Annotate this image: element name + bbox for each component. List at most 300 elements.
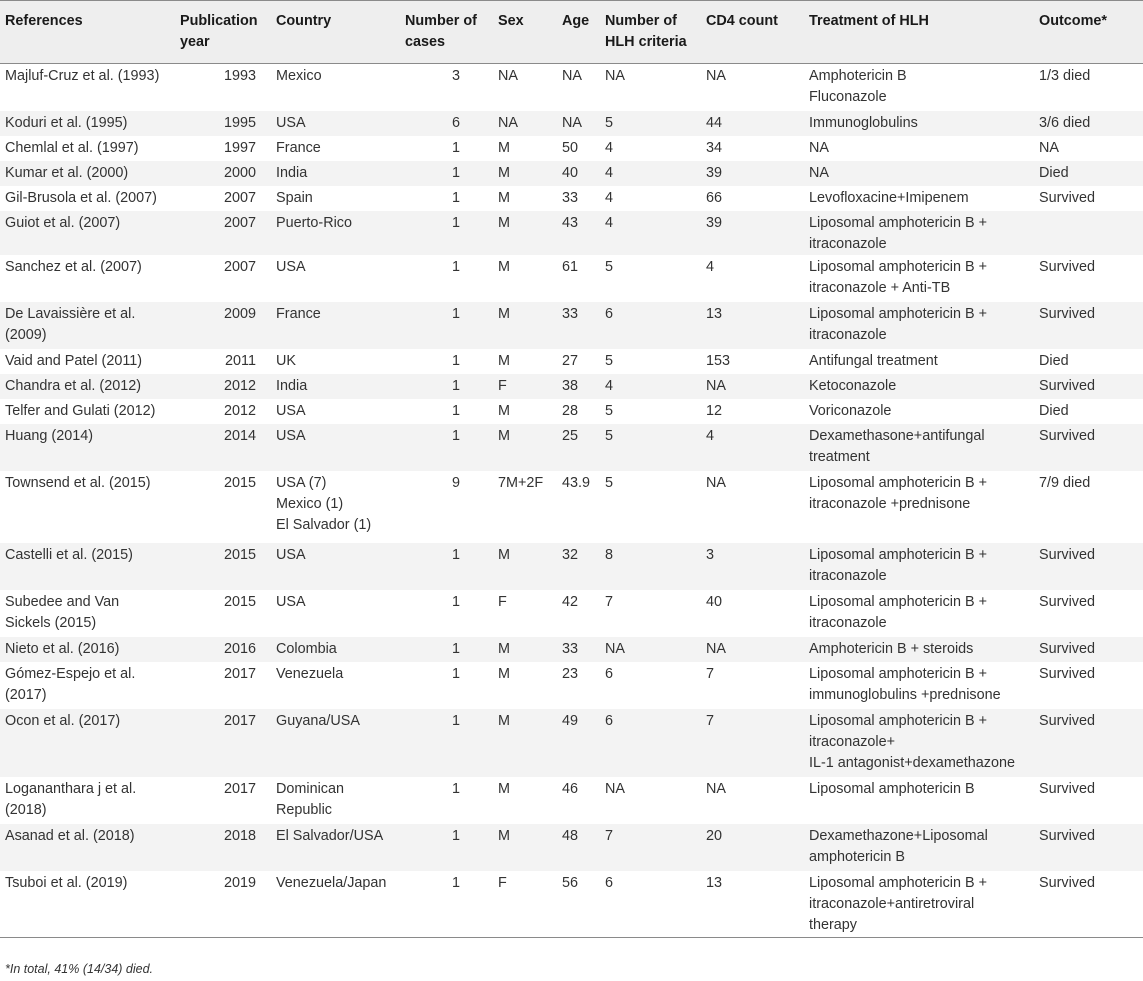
table-row: [0, 302, 1143, 349]
cell-age: 49: [562, 712, 579, 729]
cell-cd4-count: 7: [706, 665, 715, 682]
cell-text-line: Gómez-Espejo et al.: [5, 665, 136, 682]
cell-age: 43: [562, 214, 579, 231]
cell-cd4-count: NA: [706, 780, 726, 797]
cell-cd4-count: 39: [706, 164, 723, 181]
cell-sex: M: [498, 427, 510, 444]
cell-number-of-hlh-criteria: 6: [605, 665, 614, 682]
cell-number-of-cases: 3: [451, 68, 460, 84]
header-text-line: cases: [405, 34, 446, 50]
cell-references: [0, 349, 180, 374]
cell-outcome: 7/9 died: [1039, 474, 1091, 491]
column-header-number-of-hlh-criteria: [605, 1, 706, 64]
header-text-line: Publication: [180, 13, 258, 29]
cell-text-line: Asanad et al. (2018): [5, 827, 135, 844]
cell-cd4-count: 13: [706, 305, 723, 322]
cell-references: [0, 211, 180, 255]
cell-country: [276, 471, 405, 543]
cell-text-line: USA (7): [276, 474, 327, 491]
cell-country: [276, 374, 405, 399]
cell-treatment-of-hlh: [809, 349, 1039, 374]
table-row: [0, 871, 1143, 938]
cell-cd4-count: 4: [706, 427, 715, 444]
cell-publication-year: 2015: [223, 593, 256, 610]
cell-cd4-count: NA: [706, 377, 726, 394]
header-text-line: Age: [562, 13, 590, 29]
cell-text-line: USA: [276, 546, 306, 563]
cell-number-of-hlh-criteria: 4: [605, 164, 614, 181]
cell-number-of-cases: 1: [451, 827, 460, 844]
table-row: [0, 186, 1143, 211]
table-row: [0, 255, 1143, 302]
cell-number-of-hlh-criteria: NA: [605, 640, 625, 657]
cell-text-line: Antifungal treatment: [809, 352, 938, 369]
cell-references: [0, 186, 180, 211]
cell-treatment-of-hlh: [809, 211, 1039, 255]
cell-references: [0, 543, 180, 590]
cell-treatment-of-hlh: [809, 161, 1039, 186]
cell-text-line: immunoglobulins +prednisone: [809, 686, 1001, 703]
cell-outcome: Survived: [1039, 827, 1095, 844]
cell-cd4-count: 13: [706, 874, 723, 891]
cell-text-line: itraconazole+: [809, 733, 895, 750]
cell-country: [276, 349, 405, 374]
cell-age: 48: [562, 827, 579, 844]
cell-age: NA: [562, 114, 582, 131]
cell-publication-year: 2015: [223, 546, 256, 563]
cell-number-of-cases: 1: [451, 189, 460, 206]
table-row: [0, 662, 1143, 709]
cell-publication-year: 2011: [225, 352, 256, 369]
cell-references: [0, 399, 180, 424]
cell-number-of-cases: 1: [451, 258, 460, 275]
cell-text-line: NA: [809, 164, 829, 181]
cell-text-line: Subedee and Van: [5, 593, 120, 610]
cell-country: [276, 399, 405, 424]
cell-text-line: Dominican: [276, 780, 344, 797]
cell-text-line: USA: [276, 427, 306, 444]
cell-treatment-of-hlh: [809, 777, 1039, 824]
cell-country: [276, 211, 405, 255]
cell-references: [0, 161, 180, 186]
cell-text-line: Liposomal amphotericin B +: [809, 474, 987, 491]
cell-references: [0, 111, 180, 136]
header-text-line: Outcome*: [1039, 13, 1107, 29]
cell-country: [276, 543, 405, 590]
cell-outcome: Survived: [1039, 305, 1095, 322]
cell-references: [0, 824, 180, 871]
cell-cd4-count: 39: [706, 214, 723, 231]
cell-number-of-hlh-criteria: NA: [605, 780, 625, 797]
table-row: [0, 543, 1143, 590]
cell-number-of-cases: 1: [451, 377, 460, 394]
column-header-age: [562, 1, 605, 64]
cell-number-of-cases: 1: [451, 665, 460, 682]
cell-publication-year: 1995: [223, 114, 256, 131]
table-row: [0, 471, 1143, 543]
cell-number-of-cases: 1: [451, 593, 460, 610]
cell-references: [0, 424, 180, 471]
cell-text-line: Sickels (2015): [5, 614, 97, 631]
cell-text-line: Chemlal et al. (1997): [5, 139, 139, 156]
cell-age: 43.9: [562, 474, 591, 491]
cell-text-line: Republic: [276, 801, 332, 818]
cell-sex: M: [498, 712, 510, 729]
cell-sex: M: [498, 139, 510, 156]
cell-text-line: Guiot et al. (2007): [5, 214, 121, 231]
cell-text-line: itraconazole+antiretroviral: [809, 895, 975, 912]
cell-number-of-cases: 6: [451, 114, 460, 131]
cell-text-line: Liposomal amphotericin B +: [809, 258, 987, 275]
cell-number-of-cases: 1: [451, 712, 460, 729]
cell-text-line: Townsend et al. (2015): [5, 474, 151, 491]
table-row: [0, 111, 1143, 136]
cell-text-line: (2018): [5, 801, 47, 818]
cell-publication-year: 2015: [223, 474, 256, 491]
cell-country: [276, 64, 405, 111]
cell-sex: M: [498, 214, 510, 231]
table-row: [0, 64, 1143, 111]
cell-cd4-count: 66: [706, 189, 723, 206]
cell-country: [276, 777, 405, 824]
cell-text-line: Castelli et al. (2015): [5, 546, 133, 563]
cell-text-line: itraconazole: [809, 235, 887, 252]
cell-text-line: (2017): [5, 686, 47, 703]
cell-age: 56: [562, 874, 579, 891]
cell-age: 33: [562, 305, 579, 322]
table-row: [0, 637, 1143, 662]
cell-country: [276, 637, 405, 662]
cell-text-line: Mexico: [276, 68, 322, 84]
cell-text-line: Colombia: [276, 640, 337, 657]
cell-publication-year: 2016: [223, 640, 256, 657]
cell-text-line: Liposomal amphotericin B +: [809, 593, 987, 610]
cell-age: 32: [562, 546, 579, 563]
cell-number-of-hlh-criteria: 4: [605, 189, 614, 206]
cell-publication-year: 2017: [223, 780, 256, 797]
cell-country: [276, 136, 405, 161]
cell-treatment-of-hlh: [809, 543, 1039, 590]
cell-sex: M: [498, 827, 510, 844]
cell-text-line: USA: [276, 258, 306, 275]
cell-cd4-count: NA: [706, 68, 726, 84]
cell-number-of-cases: 1: [451, 640, 460, 657]
cell-outcome: Survived: [1039, 780, 1095, 797]
cell-text-line: Venezuela/Japan: [276, 874, 387, 891]
cell-age: 33: [562, 640, 579, 657]
cell-text-line: Immunoglobulins: [809, 114, 918, 131]
cell-text-line: Mexico (1): [276, 495, 344, 512]
cell-age: 28: [562, 402, 579, 419]
cell-outcome: Survived: [1039, 427, 1095, 444]
cell-text-line: Majluf-Cruz et al. (1993): [5, 68, 160, 84]
cell-text-line: Liposomal amphotericin B +: [809, 665, 987, 682]
cell-number-of-cases: 1: [451, 352, 460, 369]
cell-country: [276, 590, 405, 637]
cell-age: NA: [562, 68, 582, 84]
cell-number-of-hlh-criteria: 8: [605, 546, 614, 563]
cell-treatment-of-hlh: [809, 302, 1039, 349]
cell-cd4-count: 153: [706, 352, 731, 369]
table-row: [0, 590, 1143, 637]
cell-text-line: NA: [809, 139, 829, 156]
cell-references: [0, 302, 180, 349]
cell-country: [276, 302, 405, 349]
cell-text-line: therapy: [809, 916, 857, 933]
cell-text-line: Venezuela: [276, 665, 344, 682]
cell-country: [276, 161, 405, 186]
cell-treatment-of-hlh: [809, 709, 1039, 777]
cell-text-line: Amphotericin B + steroids: [809, 640, 974, 657]
cell-number-of-hlh-criteria: 4: [605, 377, 614, 394]
cell-text-line: Ocon et al. (2017): [5, 712, 121, 729]
cell-text-line: Tsuboi et al. (2019): [5, 874, 128, 891]
header-text-line: References: [5, 13, 83, 29]
cell-age: 38: [562, 377, 579, 394]
cell-sex: M: [498, 780, 510, 797]
cell-references: [0, 590, 180, 637]
cell-outcome: Died: [1039, 352, 1069, 369]
cell-publication-year: 2009: [223, 305, 256, 322]
cell-publication-year: 2007: [223, 258, 256, 275]
cell-outcome: Survived: [1039, 665, 1095, 682]
cell-text-line: (2009): [5, 326, 47, 343]
cell-country: [276, 662, 405, 709]
cell-text-line: El Salvador/USA: [276, 827, 384, 844]
cell-age: 50: [562, 139, 579, 156]
cell-text-line: Guyana/USA: [276, 712, 360, 729]
cell-text-line: Nieto et al. (2016): [5, 640, 120, 657]
cell-text-line: France: [276, 305, 321, 322]
cell-treatment-of-hlh: [809, 424, 1039, 471]
cell-outcome: Died: [1039, 402, 1069, 419]
cell-text-line: Liposomal amphotericin B +: [809, 546, 987, 563]
cell-sex: M: [498, 640, 510, 657]
cell-number-of-hlh-criteria: 5: [605, 474, 614, 491]
table-footnote: *In total, 41% (14/34) died.: [5, 962, 154, 976]
cell-sex: NA: [498, 68, 518, 84]
header-text-line: Sex: [498, 13, 524, 29]
cell-number-of-hlh-criteria: 5: [605, 402, 614, 419]
cell-cd4-count: NA: [706, 474, 726, 491]
cell-text-line: De Lavaissière et al.: [5, 305, 136, 322]
cell-text-line: itraconazole: [809, 326, 887, 343]
cell-outcome: Died: [1039, 164, 1069, 181]
table-row: [0, 399, 1143, 424]
cell-text-line: Amphotericin B: [809, 68, 907, 84]
cell-text-line: itraconazole + Anti-TB: [809, 279, 951, 296]
cell-number-of-cases: 1: [451, 164, 460, 181]
cell-number-of-hlh-criteria: 5: [605, 258, 614, 275]
table-row: [0, 136, 1143, 161]
header-text-line: Treatment of HLH: [809, 13, 929, 29]
cell-number-of-cases: 1: [451, 139, 460, 156]
cell-text-line: itraconazole: [809, 614, 887, 631]
table-row: [0, 824, 1143, 871]
cell-country: [276, 709, 405, 777]
cell-cd4-count: 40: [706, 593, 723, 610]
column-header-outcome: [1039, 1, 1143, 64]
cell-treatment-of-hlh: [809, 64, 1039, 111]
cell-number-of-cases: 1: [451, 427, 460, 444]
cell-publication-year: 2012: [223, 402, 256, 419]
table-row: [0, 777, 1143, 824]
cell-text-line: Liposomal amphotericin B: [809, 780, 975, 797]
cell-text-line: USA: [276, 114, 306, 131]
cell-number-of-cases: 1: [451, 780, 460, 797]
cell-publication-year: 2007: [223, 189, 256, 206]
cell-cd4-count: 34: [706, 139, 723, 156]
column-header-country: [276, 1, 405, 64]
cell-outcome: Survived: [1039, 546, 1095, 563]
cell-sex: 7M+2F: [498, 474, 544, 491]
cell-text-line: Liposomal amphotericin B +: [809, 874, 987, 891]
cell-text-line: India: [276, 164, 308, 181]
cell-treatment-of-hlh: [809, 255, 1039, 302]
cell-number-of-hlh-criteria: 5: [605, 114, 614, 131]
cell-text-line: Chandra et al. (2012): [5, 377, 141, 394]
cell-sex: F: [498, 377, 507, 394]
table-row: [0, 211, 1143, 255]
cell-publication-year: 2007: [223, 214, 256, 231]
cell-cd4-count: 3: [706, 546, 715, 563]
cell-country: [276, 424, 405, 471]
cell-publication-year: 2017: [223, 712, 256, 729]
cell-age: 27: [562, 352, 579, 369]
cell-cd4-count: 7: [706, 712, 715, 729]
column-header-cd4-count: [706, 1, 809, 64]
header-text-line: year: [180, 34, 210, 50]
header-text-line: Country: [276, 13, 332, 29]
cell-treatment-of-hlh: [809, 136, 1039, 161]
cell-number-of-hlh-criteria: 7: [605, 593, 614, 610]
cell-sex: M: [498, 258, 510, 275]
cell-sex: F: [498, 593, 507, 610]
cell-text-line: Puerto-Rico: [276, 214, 352, 231]
cell-text-line: Fluconazole: [809, 89, 887, 105]
cell-outcome: [1039, 211, 1143, 255]
cell-cd4-count: 12: [706, 402, 723, 419]
cell-text-line: Liposomal amphotericin B +: [809, 214, 987, 231]
header-text-line: HLH criteria: [605, 34, 687, 50]
cell-outcome: 1/3 died: [1039, 68, 1091, 84]
cell-treatment-of-hlh: [809, 374, 1039, 399]
cell-text-line: Dexamethasone+antifungal: [809, 427, 985, 444]
cell-outcome: Survived: [1039, 593, 1095, 610]
table-row: [0, 161, 1143, 186]
cell-number-of-cases: 1: [451, 214, 460, 231]
table-header-row: [0, 1, 1143, 64]
cell-number-of-cases: 1: [451, 402, 460, 419]
cell-sex: M: [498, 164, 510, 181]
column-header-sex: [498, 1, 562, 64]
cell-references: [0, 709, 180, 777]
cell-treatment-of-hlh: [809, 186, 1039, 211]
column-header-treatment-of-hlh: [809, 1, 1039, 64]
cell-treatment-of-hlh: [809, 871, 1039, 938]
cell-number-of-hlh-criteria: 6: [605, 305, 614, 322]
cell-outcome: NA: [1039, 139, 1059, 156]
cell-text-line: Kumar et al. (2000): [5, 164, 129, 181]
cell-country: [276, 186, 405, 211]
cell-text-line: Spain: [276, 189, 313, 206]
table-row: [0, 709, 1143, 777]
cell-outcome: 3/6 died: [1039, 114, 1091, 131]
cell-text-line: Huang (2014): [5, 427, 94, 444]
cell-age: 25: [562, 427, 579, 444]
cell-number-of-hlh-criteria: 6: [605, 874, 614, 891]
cell-text-line: Liposomal amphotericin B +: [809, 305, 987, 322]
cell-text-line: itraconazole +prednisone: [809, 495, 971, 512]
cell-publication-year: 2018: [223, 827, 256, 844]
cell-number-of-cases: 1: [451, 546, 460, 563]
cell-outcome: Survived: [1039, 377, 1095, 394]
cell-publication-year: 2017: [223, 665, 256, 682]
cell-outcome: Survived: [1039, 640, 1095, 657]
cell-text-line: itraconazole: [809, 567, 887, 584]
cell-sex: M: [498, 546, 510, 563]
cell-age: 33: [562, 189, 579, 206]
cell-country: [276, 111, 405, 136]
cell-sex: NA: [498, 114, 518, 131]
cell-text-line: USA: [276, 593, 306, 610]
cell-number-of-hlh-criteria: 4: [605, 139, 614, 156]
cell-cd4-count: 4: [706, 258, 715, 275]
cell-treatment-of-hlh: [809, 824, 1039, 871]
cell-cd4-count: 20: [706, 827, 723, 844]
cell-references: [0, 64, 180, 111]
cell-number-of-hlh-criteria: 6: [605, 712, 614, 729]
cell-treatment-of-hlh: [809, 471, 1039, 543]
cell-text-line: Koduri et al. (1995): [5, 114, 128, 131]
cell-treatment-of-hlh: [809, 637, 1039, 662]
cell-treatment-of-hlh: [809, 399, 1039, 424]
cell-sex: M: [498, 305, 510, 322]
cell-outcome: Survived: [1039, 258, 1095, 275]
cell-publication-year: 2019: [223, 874, 256, 891]
table-row: [0, 374, 1143, 399]
header-text-line: Number of: [405, 13, 477, 29]
cell-text-line: amphotericin B: [809, 848, 905, 865]
column-header-number-of-cases: [405, 1, 498, 64]
cell-country: [276, 871, 405, 938]
cell-text-line: IL-1 antagonist+dexamethazone: [809, 754, 1016, 771]
cell-references: [0, 777, 180, 824]
cell-references: [0, 255, 180, 302]
cell-country: [276, 824, 405, 871]
cell-age: 42: [562, 593, 579, 610]
cell-outcome: Survived: [1039, 712, 1095, 729]
cell-age: 61: [562, 258, 579, 275]
cell-references: [0, 374, 180, 399]
column-header-references: [0, 1, 180, 64]
cell-text-line: USA: [276, 402, 306, 419]
header-text-line: CD4 count: [706, 13, 778, 29]
cell-text-line: Logananthara j et al.: [5, 780, 137, 797]
cell-cd4-count: 44: [706, 114, 723, 131]
cell-references: [0, 637, 180, 662]
cell-number-of-hlh-criteria: 4: [605, 214, 614, 231]
cell-text-line: treatment: [809, 448, 870, 465]
cell-references: [0, 471, 180, 543]
cell-text-line: France: [276, 139, 321, 156]
cell-number-of-cases: 1: [451, 874, 460, 891]
cell-number-of-cases: 1: [451, 305, 460, 322]
table-row: [0, 349, 1143, 374]
cell-outcome: Survived: [1039, 189, 1095, 206]
cell-text-line: Telfer and Gulati (2012): [5, 402, 156, 419]
cell-text-line: Vaid and Patel (2011): [5, 352, 143, 369]
